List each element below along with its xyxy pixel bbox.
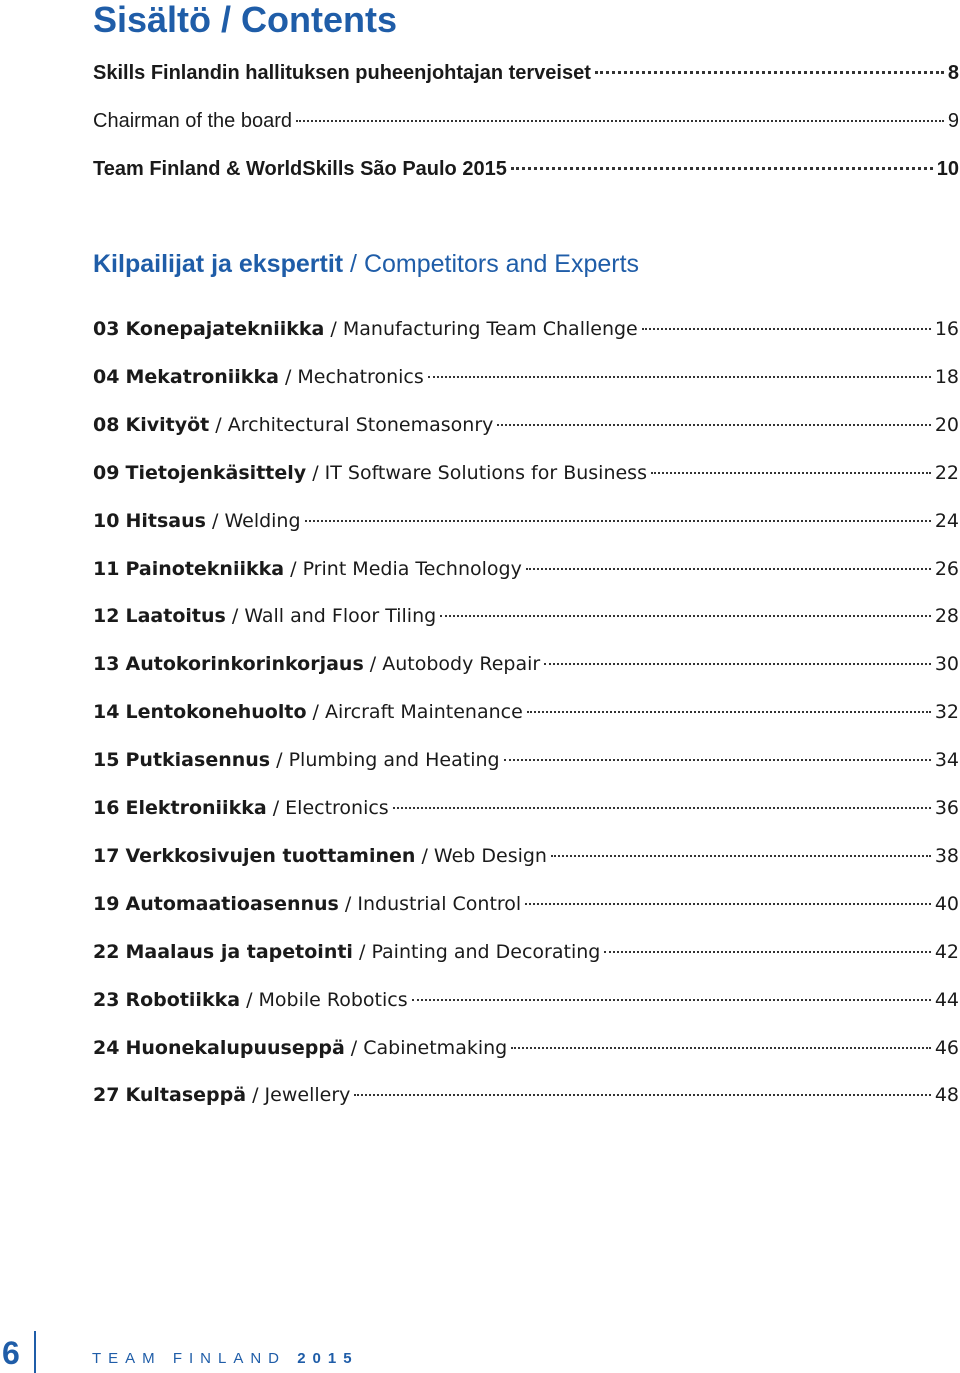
- toc-entry-chairman[interactable]: [93, 106, 959, 136]
- skill-number: 24: [93, 1037, 120, 1059]
- skill-entry[interactable]: [93, 889, 959, 919]
- skill-entry-page: 20: [934, 414, 959, 436]
- dot-leader: [428, 376, 931, 378]
- skill-entry-page: 36: [934, 797, 959, 819]
- dot-leader: [497, 424, 930, 426]
- skill-name-en: Plumbing and Heating: [288, 749, 500, 771]
- skill-entry-page: 24: [934, 510, 959, 532]
- skill-name-en: Wall and Floor Tiling: [244, 605, 437, 627]
- dot-leader: [412, 999, 931, 1001]
- dot-leader: [354, 1094, 930, 1096]
- skill-entry-label: 22 Maalaus ja tapetointi / Painting and Decorating: [93, 941, 601, 963]
- skill-entry-page: 32: [934, 701, 959, 723]
- dot-leader: [511, 167, 933, 170]
- skill-entry-page: 18: [934, 366, 959, 388]
- skill-entry-page: 38: [934, 845, 959, 867]
- skill-name-fi: Hitsaus: [125, 510, 206, 532]
- skill-entry-page: 40: [934, 893, 959, 915]
- dot-leader: [526, 568, 931, 570]
- toc-entry-team-finland[interactable]: [93, 154, 959, 184]
- skill-entry-label: 19 Automaatioasennus / Industrial Control: [93, 893, 522, 915]
- skill-name-fi: Laatoitus: [125, 605, 226, 627]
- skill-name-fi: Kivityöt: [125, 414, 210, 436]
- skill-number: 17: [93, 845, 120, 867]
- skill-name-fi: Maalaus ja tapetointi: [125, 941, 353, 963]
- footer-year: 2015: [297, 1350, 359, 1367]
- skill-entry-page: 16: [934, 318, 959, 340]
- toc-entry-greetings[interactable]: [93, 58, 959, 88]
- skill-entry[interactable]: [93, 985, 959, 1015]
- skill-entry[interactable]: [93, 1033, 959, 1063]
- skill-entry[interactable]: [93, 554, 959, 584]
- skill-entry-label: 10 Hitsaus / Welding: [93, 510, 301, 532]
- skill-entry-label: 14 Lentokonehuolto / Aircraft Maintenance: [93, 701, 523, 723]
- skill-name-en: Welding: [224, 510, 301, 532]
- toc-entry-label: Chairman of the board: [93, 110, 293, 132]
- skill-number: 12: [93, 605, 120, 627]
- skill-number: 03: [93, 318, 120, 340]
- skill-entry-label: 24 Huonekalupuuseppä / Cabinetmaking: [93, 1037, 508, 1059]
- skill-name-fi: Putkiasennus: [125, 749, 271, 771]
- section-heading: [93, 248, 639, 280]
- dot-leader: [440, 615, 931, 617]
- skill-entry-page: 46: [934, 1037, 959, 1059]
- skill-number: 13: [93, 653, 120, 675]
- skill-number: 10: [93, 510, 120, 532]
- dot-leader: [595, 71, 944, 74]
- skill-name-en: IT Software Solutions for Business: [324, 462, 647, 484]
- skill-entry[interactable]: [93, 314, 959, 344]
- dot-leader: [604, 951, 930, 953]
- section-heading-en: Competitors and Experts: [363, 250, 640, 278]
- skill-entry[interactable]: [93, 697, 959, 727]
- skill-number: 27: [93, 1084, 120, 1106]
- skill-name-fi: Lentokonehuolto: [125, 701, 307, 723]
- skill-name-en: Aircraft Maintenance: [325, 701, 523, 723]
- skill-entry[interactable]: [93, 601, 959, 631]
- dot-leader: [305, 520, 931, 522]
- skill-entry[interactable]: [93, 745, 959, 775]
- skill-entry-label: 09 Tietojenkäsittely / IT Software Solutions for Business: [93, 462, 647, 484]
- skill-entry-label: 27 Kultaseppä / Jewellery: [93, 1084, 351, 1106]
- dot-leader: [651, 472, 931, 474]
- footer-brand-name: TEAM FINLAND: [92, 1350, 287, 1367]
- skill-entry-label: 23 Robotiikka / Mobile Robotics: [93, 989, 408, 1011]
- page-title: Sisältö / Contents: [93, 0, 398, 40]
- skill-name-en: Architectural Stonemasonry: [227, 414, 494, 436]
- skill-name-fi: Automaatioasennus: [125, 893, 339, 915]
- section-heading-fi: Kilpailijat ja ekspertit: [93, 250, 344, 278]
- skill-entry[interactable]: [93, 793, 959, 823]
- skill-name-fi: Autokorinkorinkorjaus: [125, 653, 364, 675]
- skill-entry-label: 11 Painotekniikka / Print Media Technology: [93, 558, 522, 580]
- skill-entry-label: 16 Elektroniikka / Electronics: [93, 797, 389, 819]
- skill-name-fi: Robotiikka: [125, 989, 241, 1011]
- footer-brand: [92, 1349, 359, 1369]
- toc-entry-label: Team Finland & WorldSkills São Paulo 2015: [93, 158, 507, 180]
- dot-leader: [525, 903, 931, 905]
- skill-name-fi: Verkkosivujen tuottaminen: [125, 845, 416, 867]
- skill-entry-label: 17 Verkkosivujen tuottaminen / Web Design: [93, 845, 547, 867]
- skill-entry-page: 34: [934, 749, 959, 771]
- dot-leader: [511, 1047, 931, 1049]
- skill-name-en: Mechatronics: [297, 366, 424, 388]
- skill-number: 14: [93, 701, 120, 723]
- skill-name-fi: Painotekniikka: [125, 558, 285, 580]
- skill-entry-label: 04 Mekatroniikka / Mechatronics: [93, 366, 424, 388]
- dot-leader: [296, 120, 944, 122]
- skill-entry-label: 03 Konepajatekniikka / Manufacturing Team Challenge: [93, 318, 638, 340]
- skill-entry-label: 13 Autokorinkorinkorjaus / Autobody Repair: [93, 653, 541, 675]
- skill-entry[interactable]: [93, 937, 959, 967]
- skill-number: 23: [93, 989, 120, 1011]
- skill-name-en: Manufacturing Team Challenge: [342, 318, 638, 340]
- skill-name-en: Industrial Control: [357, 893, 522, 915]
- skill-name-en: Electronics: [285, 797, 389, 819]
- skill-entry-label: 08 Kivityöt / Architectural Stonemasonry: [93, 414, 494, 436]
- skill-name-en: Cabinetmaking: [363, 1037, 508, 1059]
- skill-name-fi: Mekatroniikka: [125, 366, 279, 388]
- skill-name-en: Autobody Repair: [382, 653, 541, 675]
- skill-entry[interactable]: [93, 1080, 959, 1110]
- toc-entry-page: 9: [947, 110, 959, 132]
- skill-number: 11: [93, 558, 120, 580]
- skill-number: 16: [93, 797, 120, 819]
- skill-entry[interactable]: [93, 362, 959, 392]
- skill-entry-label: 12 Laatoitus / Wall and Floor Tiling: [93, 605, 437, 627]
- skill-name-fi: Konepajatekniikka: [125, 318, 325, 340]
- dot-leader: [551, 855, 931, 857]
- skill-entry-page: 44: [934, 989, 959, 1011]
- skill-entry[interactable]: [93, 458, 959, 488]
- skill-entry-page: 30: [934, 653, 959, 675]
- skill-number: 09: [93, 462, 120, 484]
- section-heading-separator: /: [343, 250, 364, 278]
- skill-entry-page: 28: [934, 605, 959, 627]
- skill-entry-label: 15 Putkiasennus / Plumbing and Heating: [93, 749, 500, 771]
- skill-entry[interactable]: [93, 649, 959, 679]
- skill-name-fi: Kultaseppä: [125, 1084, 247, 1106]
- skill-name-en: Painting and Decorating: [371, 941, 601, 963]
- toc-entry-page: 10: [936, 158, 959, 180]
- skill-entry[interactable]: [93, 410, 959, 440]
- skill-name-fi: Huonekalupuuseppä: [125, 1037, 345, 1059]
- skill-entry-page: 42: [934, 941, 959, 963]
- skill-entry-page: 26: [934, 558, 959, 580]
- skill-number: 04: [93, 366, 120, 388]
- skill-name-en: Mobile Robotics: [258, 989, 408, 1011]
- skill-name-en: Print Media Technology: [302, 558, 522, 580]
- dot-leader: [642, 328, 931, 330]
- skill-entry-page: 48: [934, 1084, 959, 1106]
- skill-name-fi: Elektroniikka: [125, 797, 267, 819]
- footer-page-number: 6: [2, 1335, 20, 1371]
- skill-number: 15: [93, 749, 120, 771]
- skill-entry[interactable]: [93, 841, 959, 871]
- skill-name-fi: Tietojenkäsittely: [125, 462, 307, 484]
- dot-leader: [544, 663, 931, 665]
- skill-number: 19: [93, 893, 120, 915]
- skill-number: 08: [93, 414, 120, 436]
- footer-divider: [34, 1331, 36, 1373]
- skill-name-en: Web Design: [433, 845, 547, 867]
- toc-entry-label: Skills Finlandin hallituksen puheenjohtajan terveiset: [93, 62, 591, 84]
- dot-leader: [527, 711, 931, 713]
- skill-entry-page: 22: [934, 462, 959, 484]
- skill-name-en: Jewellery: [264, 1084, 351, 1106]
- dot-leader: [393, 807, 931, 809]
- skill-entry[interactable]: [93, 506, 959, 536]
- dot-leader: [504, 759, 931, 761]
- skill-number: 22: [93, 941, 120, 963]
- toc-entry-page: 8: [947, 62, 959, 84]
